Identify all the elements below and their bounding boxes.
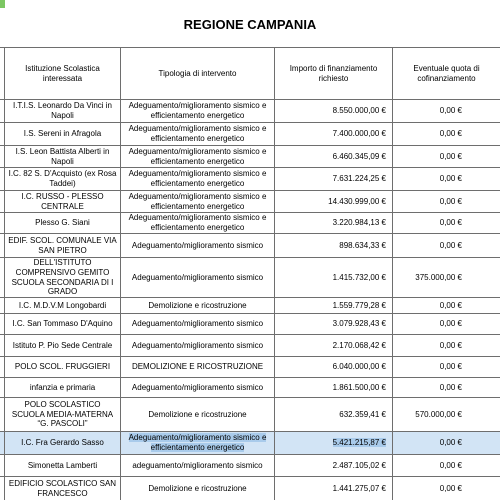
cell-importo[interactable]: 14.430.999,00 € (275, 191, 393, 213)
cell-tipologia[interactable]: Adeguamento/miglioramento sismico (121, 258, 275, 298)
cell-importo[interactable]: 7.631.224,25 € (275, 168, 393, 191)
text-selection-wrap (333, 438, 386, 448)
cell-cofinanziamento[interactable]: 570.000,00 € (393, 398, 500, 432)
cell-cofinanziamento[interactable]: 0,00 € (393, 335, 500, 357)
cell-istituzione[interactable]: POLO SCOLASTICO SCUOLA MEDIA-MATERNA “G. PASCOLI” (5, 398, 121, 432)
cell-istituzione[interactable]: POLO SCOL. FRUGGIERI (5, 357, 121, 378)
cell-cofinanziamento[interactable]: 375.000,00 € (393, 258, 500, 298)
cell-importo[interactable]: 3.079.928,43 € (275, 314, 393, 335)
cell-tipologia[interactable]: Adeguamento/miglioramento sismico e efficientamento energetico (121, 100, 275, 123)
cell-tipologia[interactable]: Demolizione e ricostruzione (121, 398, 275, 432)
cell-tipologia[interactable]: Demolizione e ricostruzione (121, 298, 275, 314)
cell-importo[interactable]: 1.415.732,00 € (275, 258, 393, 298)
cell-tipologia[interactable]: adeguamento/miglioramento sismico (121, 455, 275, 477)
cell-tipologia[interactable]: Adeguamento/miglioramento sismico (121, 378, 275, 398)
cell-cofinanziamento[interactable]: 0,00 € (393, 432, 500, 455)
cell-tipologia[interactable]: Adeguamento/miglioramento sismico (121, 314, 275, 335)
cell-tipologia[interactable] (121, 432, 275, 455)
cell-istituzione[interactable]: I.C. RUSSO - PLESSO CENTRALE (5, 191, 121, 213)
cell-importo[interactable]: 1.559.779,28 € (275, 298, 393, 314)
cell-istituzione[interactable]: I.T.I.S. Leonardo Da Vinci in Napoli (5, 100, 121, 123)
cell-istituzione[interactable]: Simonetta Lamberti (5, 455, 121, 477)
cell-tipologia[interactable]: Adeguamento/miglioramento sismico (121, 234, 275, 258)
cell-importo[interactable]: 898.634,33 € (275, 234, 393, 258)
cell-istituzione[interactable]: I.C. Fra Gerardo Sasso (5, 432, 121, 455)
cell-cofinanziamento[interactable]: 0,00 € (393, 191, 500, 213)
cell-cofinanziamento[interactable]: 0,00 € (393, 213, 500, 234)
cell-istituzione[interactable]: I.S. Sereni in Afragola (5, 123, 121, 146)
cell-tipologia[interactable]: Demolizione e ricostruzione (121, 477, 275, 500)
selected-text: 5.421.215,87 € (332, 438, 386, 448)
cell-tipologia[interactable]: Adeguamento/miglioramento sismico e efficientamento energetico (121, 146, 275, 168)
cell-istituzione[interactable]: I.S. Leon Battista Alberti in Napoli (5, 146, 121, 168)
cell-tipologia[interactable]: Adeguamento/miglioramento sismico e efficientamento energetico (121, 213, 275, 234)
cell-cofinanziamento[interactable]: 0,00 € (393, 234, 500, 258)
cell-cofinanziamento[interactable]: 0,00 € (393, 123, 500, 146)
text-selection-wrap (123, 433, 272, 452)
cell-importo[interactable]: 6.460.345,09 € (275, 146, 393, 168)
cell-tipologia[interactable]: Adeguamento/miglioramento sismico e efficientamento energetico (121, 191, 275, 213)
funding-table (0, 47, 500, 500)
page-title: REGIONE CAMPANIA (183, 17, 317, 32)
cell-importo[interactable]: 2.487.105,02 € (275, 455, 393, 477)
header-istituzione[interactable]: Istituzione Scolastica interessata (5, 47, 121, 100)
cell-importo[interactable]: 7.400.000,00 € (275, 123, 393, 146)
cell-tipologia[interactable]: Adeguamento/miglioramento sismico (121, 335, 275, 357)
header-cofinanziamento[interactable]: Eventuale quota di cofinanziamento (393, 47, 500, 100)
cell-cofinanziamento[interactable]: 0,00 € (393, 100, 500, 123)
cell-cofinanziamento[interactable]: 0,00 € (393, 168, 500, 191)
header-importo[interactable]: Importo di finanziamento richiesto (275, 47, 393, 100)
cell-importo[interactable] (275, 432, 393, 455)
cell-importo[interactable]: 8.550.000,00 € (275, 100, 393, 123)
cell-cofinanziamento[interactable]: 0,00 € (393, 314, 500, 335)
cell-istituzione[interactable]: Plesso G. Siani (5, 213, 121, 234)
cell-istituzione[interactable]: I.C. 82 S. D'Acquisto (ex Rosa Taddei) (5, 168, 121, 191)
cell-cofinanziamento[interactable]: 0,00 € (393, 298, 500, 314)
cell-istituzione[interactable]: EDIFICIO SCOLASTICO SAN FRANCESCO (5, 477, 121, 500)
cell-importo[interactable]: 6.040.000,00 € (275, 357, 393, 378)
cell-istituzione[interactable]: Istituto P. Pio Sede Centrale (5, 335, 121, 357)
cell-tipologia[interactable]: DEMOLIZIONE E RICOSTRUZIONE (121, 357, 275, 378)
cell-cofinanziamento[interactable]: 0,00 € (393, 455, 500, 477)
cell-cofinanziamento[interactable]: 0,00 € (393, 477, 500, 500)
selected-text: Adeguamento/miglioramento sismico e efficientamento energetico (128, 433, 267, 452)
cell-istituzione[interactable]: EDIF. SCOL. COMUNALE VIA SAN PIETRO (5, 234, 121, 258)
cell-tipologia[interactable]: Adeguamento/miglioramento sismico e efficientamento energetico (121, 123, 275, 146)
cell-cofinanziamento[interactable]: 0,00 € (393, 378, 500, 398)
cell-tipologia[interactable]: Adeguamento/miglioramento sismico e efficientamento energetico (121, 168, 275, 191)
cell-importo[interactable]: 632.359,41 € (275, 398, 393, 432)
cell-istituzione[interactable]: infanzia e primaria (5, 378, 121, 398)
cell-cofinanziamento[interactable]: 0,00 € (393, 146, 500, 168)
green-cell-fill (0, 0, 5, 8)
cell-cofinanziamento[interactable]: 0,00 € (393, 357, 500, 378)
cell-importo[interactable]: 2.170.068,42 € (275, 335, 393, 357)
header-tipologia[interactable]: Tipologia di intervento (121, 47, 275, 100)
cell-importo[interactable]: 1.861.500,00 € (275, 378, 393, 398)
cell-istituzione[interactable]: I.C. San Tommaso D'Aquino (5, 314, 121, 335)
cell-istituzione[interactable]: I.C. M.D.V.M Longobardi (5, 298, 121, 314)
cell-importo[interactable]: 3.220.984,13 € (275, 213, 393, 234)
cell-istituzione[interactable]: DELL'ISTITUTO COMPRENSIVO GEMITO SCUOLA SECONDARIA DI I GRADO (5, 258, 121, 298)
cell-importo[interactable]: 1.441.275,07 € (275, 477, 393, 500)
